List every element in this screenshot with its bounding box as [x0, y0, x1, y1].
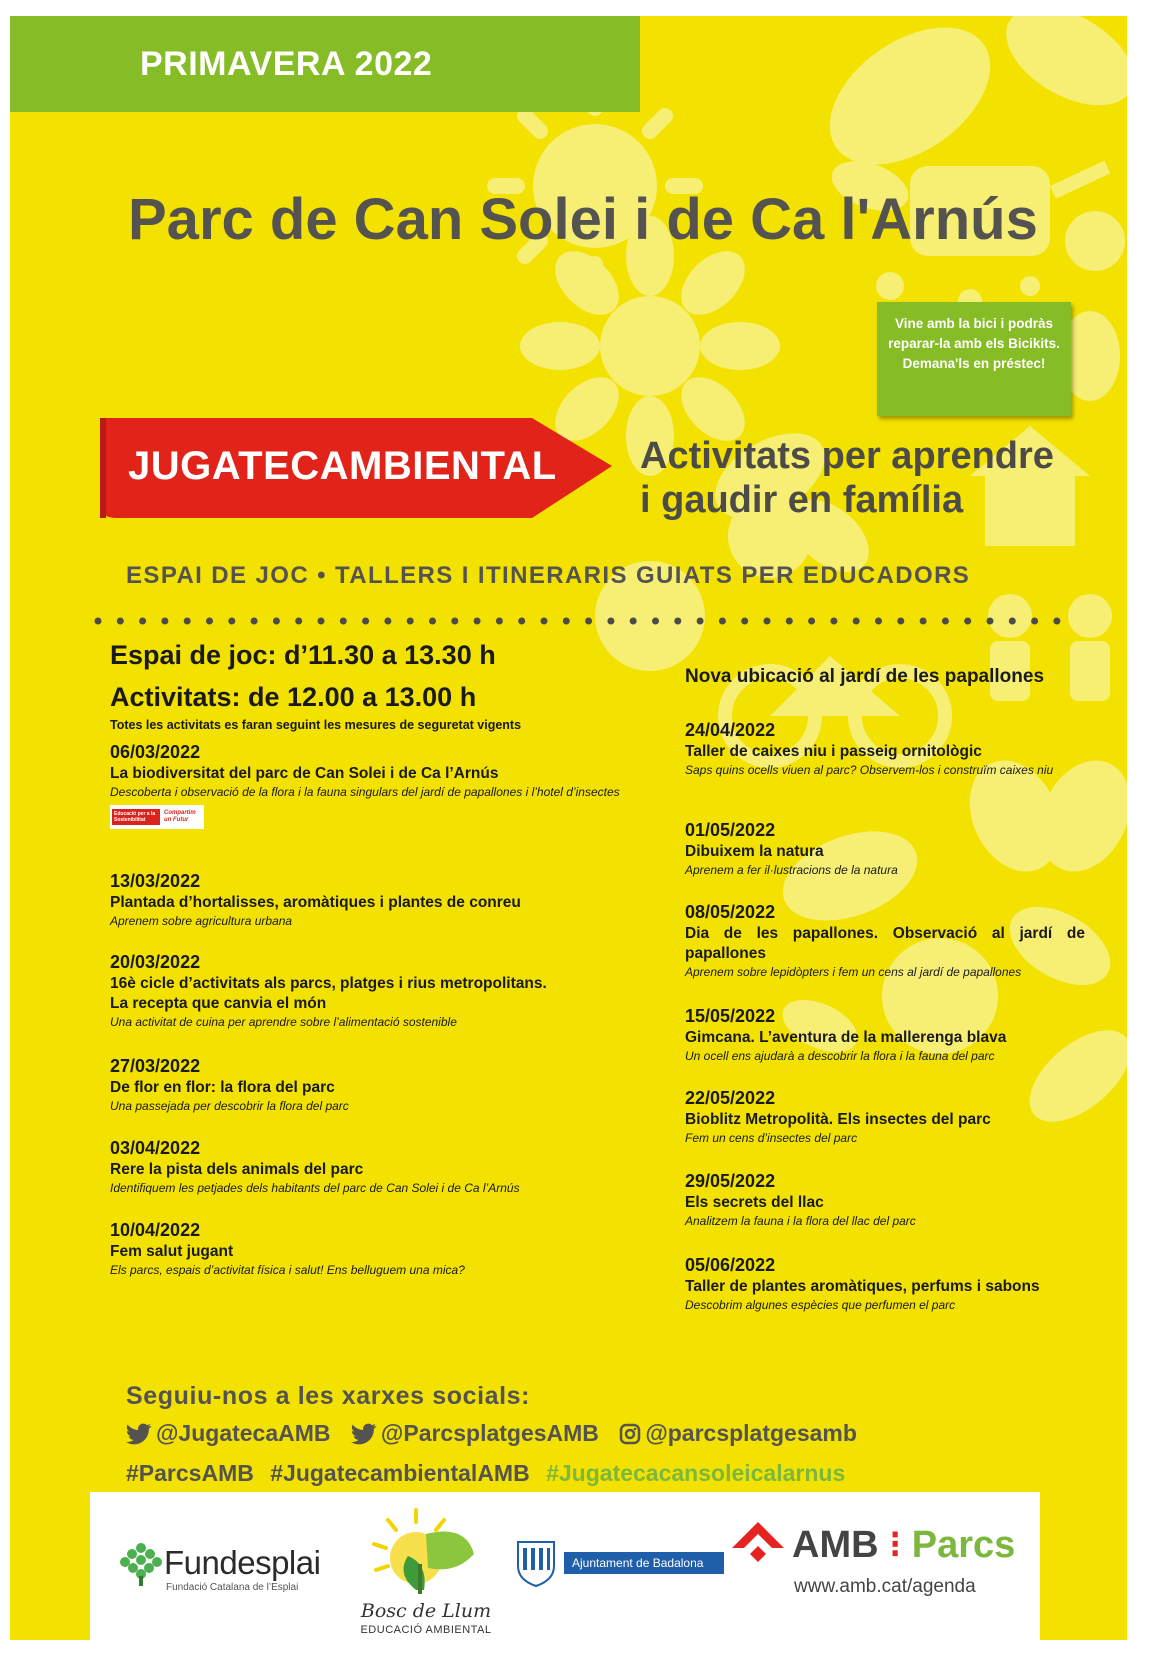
event-description: Fem un cens d’insectes del parc: [685, 1131, 858, 1145]
amb-agenda-url[interactable]: www.amb.cat/agenda: [794, 1576, 976, 1597]
bike-note-box: Vine amb la bici i podràs reparar-la amb els Bicikits. Demana'ls en préstec!: [877, 302, 1071, 416]
divider-dot: [764, 618, 771, 625]
event-title: De flor en flor: la flora del parc: [110, 1079, 335, 1096]
divider-dot: [987, 618, 994, 625]
event-description: Una passejada per descobrir la flora del parc: [110, 1099, 349, 1113]
event-date: 13/03/2022: [110, 871, 201, 891]
event-date: 15/05/2022: [685, 1006, 776, 1026]
fundesplai-subtitle: Fundació Catalana de l’Esplai: [166, 1582, 299, 1593]
play-space-hours: Espai de joc: d’11.30 a 13.30 h: [110, 640, 496, 670]
activities-hours: Activitats: de 12.00 a 13.00 h: [110, 682, 477, 712]
event-title: 16è cicle d’activitats als parcs, platges i rius metropolitans.: [110, 975, 547, 992]
event-description: Una activitat de cuina per aprendre sobre l’alimentació sostenible: [110, 1015, 457, 1029]
event-date: 29/05/2022: [685, 1171, 776, 1191]
twitter-icon: [126, 1423, 152, 1445]
dotted-divider: [90, 614, 1070, 628]
event-date: 27/03/2022: [110, 1056, 201, 1076]
divider-dot: [318, 618, 325, 625]
event-description: Els parcs, espais d’activitat física i salut! Ens belluguem una mica?: [110, 1263, 465, 1277]
event-title: Dibuixem la natura: [685, 843, 824, 860]
event-description: Analitzem la fauna i la flora del llac del parc: [685, 1214, 916, 1228]
event-title: Fem salut jugant: [110, 1243, 234, 1260]
event-item: [685, 1086, 1085, 1147]
divider-dot: [1053, 618, 1060, 625]
event-item: [685, 1169, 1085, 1230]
event-description: Descobrim algunes espècies que perfumen el parc: [685, 1298, 956, 1312]
instagram-handle: @parcsplatgesamb: [645, 1420, 857, 1446]
divider-dot: [786, 618, 793, 625]
event-date: 06/03/2022: [110, 742, 201, 762]
twitter-account-parcsplatges[interactable]: [351, 1420, 599, 1447]
divider-dot: [920, 618, 927, 625]
event-title: Rere la pista dels animals del parc: [110, 1161, 364, 1178]
bosc-de-llum-logo: [356, 1504, 496, 1636]
event-item: [685, 818, 1085, 879]
divider-dot: [1009, 618, 1016, 625]
divider-dot: [95, 618, 102, 625]
divider-dot: [518, 618, 525, 625]
divider-dot: [251, 618, 258, 625]
divider-dot: [719, 618, 726, 625]
divider-dot: [429, 618, 436, 625]
event-date: 10/04/2022: [110, 1220, 201, 1240]
badalona-shield-icon: [514, 1538, 558, 1588]
event-date: 03/04/2022: [110, 1138, 201, 1158]
divider-dot: [295, 618, 302, 625]
divider-dot: [607, 618, 614, 625]
subheading: ESPAI DE JOC • TALLERS I ITINERARIS GUIATS PER EDUCADORS: [126, 562, 971, 589]
divider-dot: [563, 618, 570, 625]
divider-dot: [273, 618, 280, 625]
amb-main: AMB: [792, 1524, 879, 1566]
divider-dot: [897, 618, 904, 625]
fundesplai-name: Fundesplai: [164, 1544, 321, 1581]
event-item: [110, 950, 650, 1031]
amb-logo-icon: [730, 1520, 786, 1576]
divider-dot: [362, 618, 369, 625]
divider-dot: [741, 618, 748, 625]
divider-dot: [384, 618, 391, 625]
poster: [10, 16, 1127, 1640]
event-description: Identifiquem les petjades dels habitants del parc de Can Solei i de Ca l’Arnús: [110, 1181, 520, 1195]
divider-dot: [942, 618, 949, 625]
event-date: 22/05/2022: [685, 1088, 776, 1108]
hashtag[interactable]: #Jugatecacansoleicalarnus: [546, 1460, 846, 1486]
event-description: Aprenem sobre lepidòpters i fem un cens al jardí de papallones: [685, 965, 1022, 979]
divider-dot: [964, 618, 971, 625]
location-note: Nova ubicació al jardí de les papallones: [685, 666, 1045, 687]
tagline: [640, 434, 1054, 522]
divider-dot: [541, 618, 548, 625]
safety-measures-note: Totes les activitats es faran seguint les mesures de seguretat vigents: [110, 718, 522, 732]
divider-dot: [184, 618, 191, 625]
event-item: [685, 1253, 1085, 1314]
event-description: Descoberta i observació de la flora i la fauna singulars del jardí de papallones i l’hotel d’insectes: [110, 785, 620, 799]
sustainability-education-logo: [110, 805, 204, 829]
divider-dot: [451, 618, 458, 625]
bosc-de-llum-subtitle: EDUCACIÓ AMBIENTAL: [360, 1624, 492, 1636]
event-item: [110, 869, 650, 930]
divider-dot: [206, 618, 213, 625]
twitter-account-jugateca[interactable]: [126, 1420, 331, 1447]
divider-dot: [407, 618, 414, 625]
season-label: PRIMAVERA 2022: [10, 16, 640, 112]
event-date: 20/03/2022: [110, 952, 201, 972]
page-title: Parc de Can Solei i de Ca l'Arnús: [128, 187, 1038, 252]
divider-dot: [697, 618, 704, 625]
twitter-handle: @ParcsplatgesAMB: [380, 1420, 599, 1446]
divider-dot: [830, 618, 837, 625]
event-title: Dia de les papallones. Observació al jardí de papallones: [685, 925, 1085, 962]
amb-parcs-title: [792, 1522, 1015, 1567]
bosc-de-llum-sun-icon: [356, 1504, 496, 1600]
twitter-icon: [351, 1423, 377, 1445]
fundesplai-tree-icon: [118, 1540, 164, 1588]
badalona-name: Ajuntament de Badalona: [564, 1552, 724, 1574]
edu-logo-right: [164, 810, 196, 824]
amb-separator: ⁝: [889, 1524, 902, 1566]
divider-dot: [652, 618, 659, 625]
tagline-line1: Activitats per aprendre: [640, 435, 1054, 477]
hashtags: [126, 1460, 845, 1487]
event-description: Aprenem a fer il·lustracions de la natura: [685, 863, 898, 877]
event-title: La biodiversitat del parc de Can Solei i de Ca l’Arnús: [110, 765, 499, 782]
event-description: Saps quins ocells viuen al parc? Observem-los i construïm caixes niu: [685, 763, 1054, 777]
divider-dot: [139, 618, 146, 625]
instagram-account[interactable]: [619, 1420, 857, 1447]
event-title: Gimcana. L’aventura de la mallerenga blava: [685, 1029, 1007, 1046]
event-title: Bioblitz Metropolità. Els insectes del parc: [685, 1111, 991, 1128]
event-date: 01/05/2022: [685, 820, 776, 840]
hashtag[interactable]: #ParcsAMB: [126, 1460, 254, 1486]
divider-dot: [161, 618, 168, 625]
divider-dot: [853, 618, 860, 625]
hours-block: [110, 634, 496, 718]
event-title-line2: La recepta que canvia el món: [110, 995, 327, 1012]
divider-dot: [808, 618, 815, 625]
edu-logo-right-line2: un Futur: [164, 817, 189, 823]
divider-dot: [585, 618, 592, 625]
event-item: [110, 1218, 650, 1279]
event-item: [685, 718, 1085, 779]
event-date: 08/05/2022: [685, 902, 776, 922]
divider-dot: [630, 618, 637, 625]
event-description: Aprenem sobre agricultura urbana: [110, 914, 293, 928]
social-accounts: [126, 1420, 871, 1451]
event-date: 05/06/2022: [685, 1255, 776, 1275]
event-item: [685, 900, 1085, 981]
event-item: [110, 1136, 650, 1197]
amb-parcs: Parcs: [911, 1524, 1016, 1566]
divider-dot: [340, 618, 347, 625]
edu-logo-left: Educació per a la Sostenibilitat: [112, 809, 160, 825]
tagline-line2: i gaudir en família: [640, 479, 964, 521]
divider-dot: [117, 618, 124, 625]
event-title: Els secrets del llac: [685, 1194, 824, 1211]
event-title: Taller de caixes niu i passeig ornitològic: [685, 743, 982, 760]
divider-dot: [1031, 618, 1038, 625]
banner-label: JUGATECAMBIENTAL: [128, 444, 557, 488]
event-item: [110, 740, 650, 834]
twitter-handle: @JugatecaAMB: [156, 1420, 331, 1446]
sponsor-logos-bar: [90, 1492, 1040, 1640]
divider-dot: [474, 618, 481, 625]
divider-dot: [674, 618, 681, 625]
divider-dot: [228, 618, 235, 625]
event-title: Plantada d’hortalisses, aromàtiques i plantes de conreu: [110, 894, 521, 911]
hashtag[interactable]: #JugatecambientalAMB: [270, 1460, 530, 1486]
divider-dot: [875, 618, 882, 625]
instagram-icon: [619, 1423, 641, 1445]
bosc-de-llum-name: Bosc de Llum: [360, 1600, 492, 1622]
event-title: Taller de plantes aromàtiques, perfums i sabons: [685, 1278, 1040, 1295]
edu-logo-right-line1: Compartim: [164, 810, 196, 816]
event-date: 24/04/2022: [685, 720, 776, 740]
event-item: [685, 1004, 1085, 1065]
event-description: Un ocell ens ajudarà a descobrir la flora i la fauna del parc: [685, 1049, 995, 1063]
event-item: [110, 1054, 650, 1115]
divider-dot: [496, 618, 503, 625]
social-heading: Seguiu-nos a les xarxes socials:: [126, 1382, 531, 1410]
